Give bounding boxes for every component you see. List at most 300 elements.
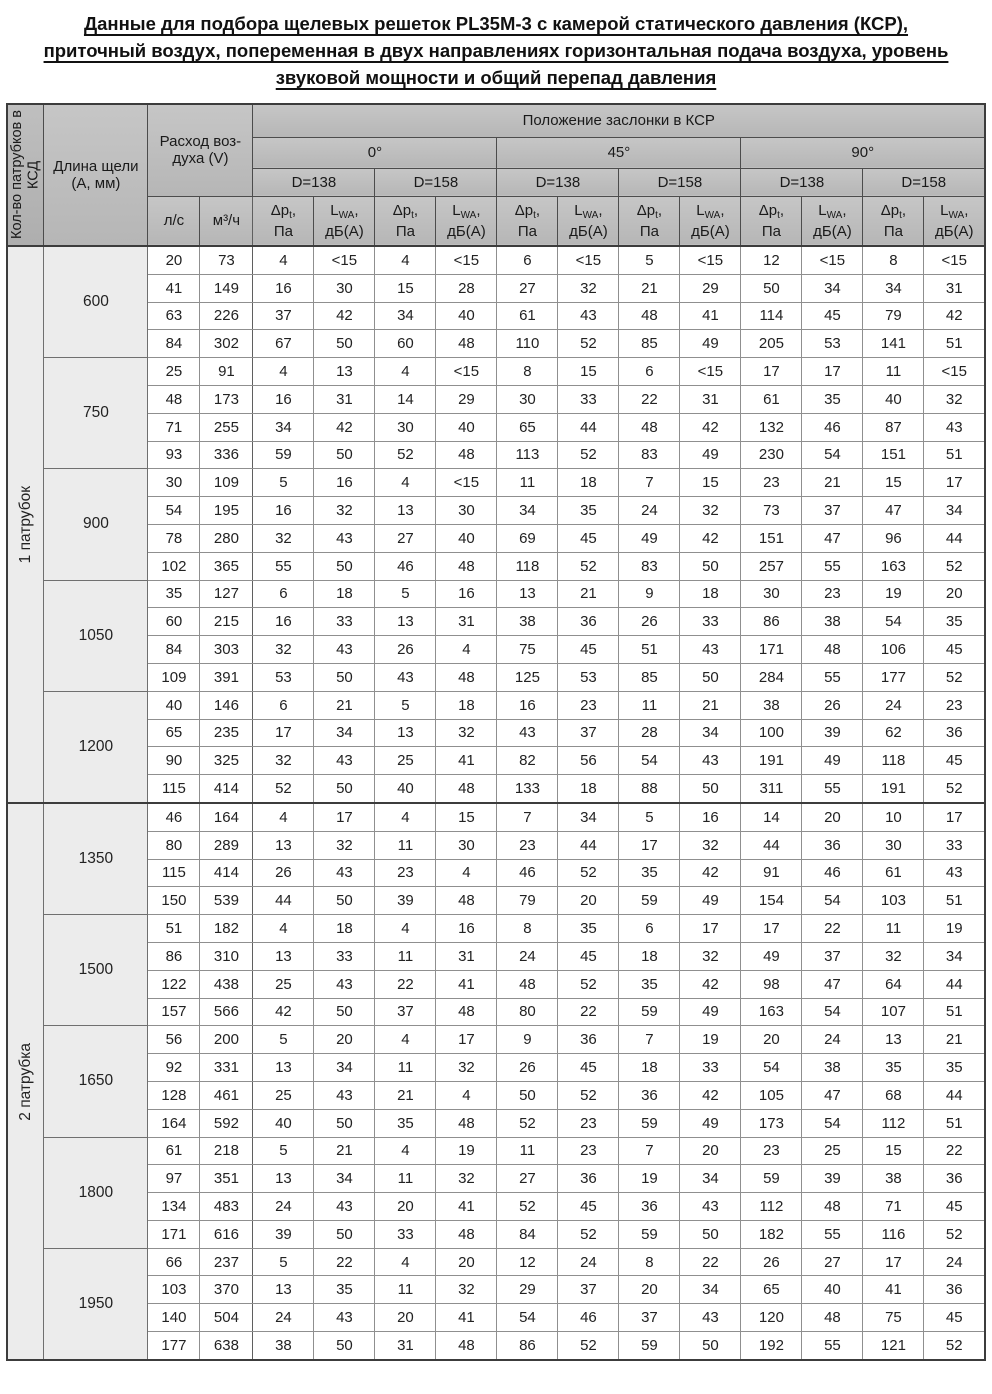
value-cell: 50 bbox=[314, 887, 375, 915]
header-lwa: $L_{WA}$, дБ(А) bbox=[436, 196, 497, 246]
value-cell: 52 bbox=[924, 1332, 985, 1360]
value-cell: 32 bbox=[436, 1165, 497, 1193]
value-cell: 42 bbox=[680, 970, 741, 998]
value-cell: 46 bbox=[558, 1304, 619, 1332]
value-cell: 7 bbox=[619, 1026, 680, 1054]
flow-ls-cell: 157 bbox=[148, 998, 200, 1026]
value-cell: 12 bbox=[497, 1248, 558, 1276]
value-cell: 42 bbox=[680, 413, 741, 441]
value-cell: 18 bbox=[619, 1054, 680, 1082]
value-cell: 86 bbox=[497, 1332, 558, 1360]
value-cell: 35 bbox=[375, 1109, 436, 1137]
value-cell: 11 bbox=[375, 831, 436, 859]
value-cell: 41 bbox=[680, 302, 741, 330]
value-cell: 45 bbox=[558, 524, 619, 552]
value-cell: 47 bbox=[863, 497, 924, 525]
value-cell: 26 bbox=[619, 608, 680, 636]
header-dp: $\Delta p_t$, Па bbox=[863, 196, 924, 246]
value-cell: 5 bbox=[619, 803, 680, 831]
value-cell: 29 bbox=[680, 274, 741, 302]
value-cell: 44 bbox=[558, 831, 619, 859]
slot-length-cell: 900 bbox=[44, 469, 148, 580]
value-cell: 11 bbox=[375, 1165, 436, 1193]
value-cell: 37 bbox=[802, 942, 863, 970]
value-cell: 42 bbox=[680, 524, 741, 552]
value-cell: 53 bbox=[802, 330, 863, 358]
value-cell: 49 bbox=[680, 330, 741, 358]
value-cell: 34 bbox=[253, 413, 314, 441]
value-cell: <15 bbox=[436, 469, 497, 497]
value-cell: 24 bbox=[924, 1248, 985, 1276]
value-cell: 27 bbox=[802, 1248, 863, 1276]
value-cell: 47 bbox=[802, 524, 863, 552]
value-cell: 50 bbox=[680, 552, 741, 580]
value-cell: 113 bbox=[497, 441, 558, 469]
value-cell: 50 bbox=[314, 552, 375, 580]
value-cell: 13 bbox=[375, 497, 436, 525]
value-cell: 284 bbox=[741, 663, 802, 691]
value-cell: 13 bbox=[314, 358, 375, 386]
table-row bbox=[7, 1248, 985, 1276]
value-cell: 49 bbox=[741, 942, 802, 970]
value-cell: 21 bbox=[375, 1081, 436, 1109]
value-cell: 49 bbox=[680, 998, 741, 1026]
value-cell: <15 bbox=[436, 246, 497, 274]
value-cell: 32 bbox=[680, 942, 741, 970]
value-cell: 40 bbox=[253, 1109, 314, 1137]
value-cell: 118 bbox=[863, 747, 924, 775]
value-cell: 50 bbox=[314, 441, 375, 469]
slot-length-cell: 1350 bbox=[44, 803, 148, 915]
value-cell: 103 bbox=[863, 887, 924, 915]
flow-m3h-cell: 592 bbox=[200, 1109, 253, 1137]
value-cell: 16 bbox=[253, 497, 314, 525]
page-title bbox=[14, 10, 978, 91]
value-cell: 13 bbox=[497, 580, 558, 608]
value-cell: 55 bbox=[802, 663, 863, 691]
value-cell: <15 bbox=[680, 358, 741, 386]
value-cell: 38 bbox=[802, 608, 863, 636]
value-cell: 34 bbox=[497, 497, 558, 525]
flow-ls-cell: 177 bbox=[148, 1332, 200, 1360]
value-cell: 36 bbox=[924, 719, 985, 747]
flow-m3h-cell: 164 bbox=[200, 803, 253, 831]
value-cell: 98 bbox=[741, 970, 802, 998]
slot-length-cell: 1650 bbox=[44, 1026, 148, 1137]
value-cell: 48 bbox=[436, 663, 497, 691]
value-cell: 43 bbox=[314, 524, 375, 552]
value-cell: 16 bbox=[436, 580, 497, 608]
value-cell: 59 bbox=[619, 1109, 680, 1137]
value-cell: <15 bbox=[680, 246, 741, 274]
flow-m3h-cell: 226 bbox=[200, 302, 253, 330]
table-row bbox=[7, 580, 985, 608]
value-cell: 22 bbox=[924, 1137, 985, 1165]
flow-ls-cell: 60 bbox=[148, 608, 200, 636]
title-line-1: Данные для подбора щелевых решеток PL35M-3 с камерой статического давления (КСР), bbox=[83, 13, 909, 34]
flow-ls-cell: 30 bbox=[148, 469, 200, 497]
value-cell: 23 bbox=[497, 831, 558, 859]
value-cell: 44 bbox=[924, 1081, 985, 1109]
value-cell: 52 bbox=[558, 1332, 619, 1360]
flow-m3h-cell: 638 bbox=[200, 1332, 253, 1360]
value-cell: 53 bbox=[253, 663, 314, 691]
value-cell: 4 bbox=[375, 246, 436, 274]
value-cell: 36 bbox=[558, 1026, 619, 1054]
value-cell: 68 bbox=[863, 1081, 924, 1109]
value-cell: 24 bbox=[863, 691, 924, 719]
flow-m3h-cell: 336 bbox=[200, 441, 253, 469]
header-lwa: $L_{WA}$, дБ(А) bbox=[314, 196, 375, 246]
value-cell: 44 bbox=[924, 524, 985, 552]
header-flow-unit: м³/ч bbox=[200, 196, 253, 246]
value-cell: 14 bbox=[741, 803, 802, 831]
value-cell: 13 bbox=[253, 1165, 314, 1193]
table-row bbox=[7, 970, 985, 998]
value-cell: 55 bbox=[802, 1220, 863, 1248]
value-cell: 16 bbox=[436, 915, 497, 943]
value-cell: 11 bbox=[375, 942, 436, 970]
value-cell: 39 bbox=[802, 1165, 863, 1193]
value-cell: 49 bbox=[619, 524, 680, 552]
value-cell: 48 bbox=[436, 887, 497, 915]
table-row bbox=[7, 1165, 985, 1193]
value-cell: 41 bbox=[863, 1276, 924, 1304]
flow-m3h-cell: 146 bbox=[200, 691, 253, 719]
value-cell: <15 bbox=[802, 246, 863, 274]
value-cell: 18 bbox=[314, 580, 375, 608]
value-cell: 34 bbox=[314, 1054, 375, 1082]
value-cell: 46 bbox=[497, 859, 558, 887]
value-cell: 16 bbox=[314, 469, 375, 497]
value-cell: 53 bbox=[558, 663, 619, 691]
value-cell: 49 bbox=[802, 747, 863, 775]
value-cell: 38 bbox=[741, 691, 802, 719]
value-cell: <15 bbox=[924, 358, 985, 386]
table-row bbox=[7, 1026, 985, 1054]
value-cell: 32 bbox=[253, 636, 314, 664]
flow-ls-cell: 25 bbox=[148, 358, 200, 386]
value-cell: 40 bbox=[436, 413, 497, 441]
flow-ls-cell: 92 bbox=[148, 1054, 200, 1082]
value-cell: 29 bbox=[436, 385, 497, 413]
value-cell: 43 bbox=[314, 859, 375, 887]
value-cell: 32 bbox=[314, 831, 375, 859]
flow-m3h-cell: 182 bbox=[200, 915, 253, 943]
value-cell: 43 bbox=[497, 719, 558, 747]
value-cell: 85 bbox=[619, 663, 680, 691]
value-cell: 19 bbox=[863, 580, 924, 608]
header-air-flow: Расход воз-духа (V) bbox=[148, 104, 253, 196]
value-cell: 30 bbox=[741, 580, 802, 608]
value-cell: 50 bbox=[680, 663, 741, 691]
table-row bbox=[7, 1054, 985, 1082]
value-cell: 20 bbox=[619, 1276, 680, 1304]
value-cell: 11 bbox=[619, 691, 680, 719]
value-cell: 26 bbox=[497, 1054, 558, 1082]
value-cell: 52 bbox=[558, 1081, 619, 1109]
value-cell: 30 bbox=[375, 413, 436, 441]
value-cell: 21 bbox=[558, 580, 619, 608]
table-row bbox=[7, 1220, 985, 1248]
value-cell: 36 bbox=[802, 831, 863, 859]
flow-ls-cell: 65 bbox=[148, 719, 200, 747]
flow-ls-cell: 20 bbox=[148, 246, 200, 274]
flow-m3h-cell: 149 bbox=[200, 274, 253, 302]
value-cell: 35 bbox=[802, 385, 863, 413]
value-cell: 26 bbox=[375, 636, 436, 664]
value-cell: 32 bbox=[863, 942, 924, 970]
flow-m3h-cell: 414 bbox=[200, 775, 253, 803]
value-cell: 65 bbox=[497, 413, 558, 441]
table-row bbox=[7, 998, 985, 1026]
value-cell: 41 bbox=[436, 1304, 497, 1332]
value-cell: 34 bbox=[680, 1165, 741, 1193]
value-cell: 27 bbox=[497, 1165, 558, 1193]
value-cell: 34 bbox=[924, 942, 985, 970]
value-cell: 48 bbox=[497, 970, 558, 998]
value-cell: 25 bbox=[802, 1137, 863, 1165]
table-row bbox=[7, 1081, 985, 1109]
value-cell: 24 bbox=[253, 1193, 314, 1221]
value-cell: 19 bbox=[619, 1165, 680, 1193]
table-row bbox=[7, 1332, 985, 1360]
value-cell: 46 bbox=[802, 859, 863, 887]
value-cell: 49 bbox=[680, 441, 741, 469]
value-cell: 36 bbox=[558, 608, 619, 636]
slot-length-cell: 1500 bbox=[44, 915, 148, 1026]
value-cell: 13 bbox=[375, 608, 436, 636]
value-cell: 44 bbox=[741, 831, 802, 859]
table-row bbox=[7, 859, 985, 887]
value-cell: 50 bbox=[314, 1332, 375, 1360]
value-cell: 133 bbox=[497, 775, 558, 803]
value-cell: 13 bbox=[863, 1026, 924, 1054]
value-cell: 42 bbox=[924, 302, 985, 330]
value-cell: 27 bbox=[375, 524, 436, 552]
value-cell: 191 bbox=[741, 747, 802, 775]
value-cell: 45 bbox=[558, 942, 619, 970]
value-cell: 33 bbox=[680, 608, 741, 636]
header-diameter: D=158 bbox=[619, 168, 741, 196]
value-cell: 17 bbox=[253, 719, 314, 747]
value-cell: 163 bbox=[741, 998, 802, 1026]
value-cell: 36 bbox=[619, 1081, 680, 1109]
value-cell: 71 bbox=[863, 1193, 924, 1221]
value-cell: 43 bbox=[314, 747, 375, 775]
table-row bbox=[7, 1109, 985, 1137]
table-row bbox=[7, 497, 985, 525]
value-cell: 32 bbox=[924, 385, 985, 413]
header-diameter: D=158 bbox=[863, 168, 985, 196]
value-cell: 96 bbox=[863, 524, 924, 552]
flow-m3h-cell: 566 bbox=[200, 998, 253, 1026]
value-cell: 35 bbox=[924, 608, 985, 636]
value-cell: 33 bbox=[314, 942, 375, 970]
flow-ls-cell: 150 bbox=[148, 887, 200, 915]
flow-m3h-cell: 127 bbox=[200, 580, 253, 608]
value-cell: 205 bbox=[741, 330, 802, 358]
value-cell: 22 bbox=[558, 998, 619, 1026]
header-lwa: $L_{WA}$, дБ(А) bbox=[680, 196, 741, 246]
header-dp: $\Delta p_t$, Па bbox=[253, 196, 314, 246]
flow-m3h-cell: 235 bbox=[200, 719, 253, 747]
value-cell: 110 bbox=[497, 330, 558, 358]
value-cell: 75 bbox=[497, 636, 558, 664]
value-cell: 311 bbox=[741, 775, 802, 803]
value-cell: 50 bbox=[314, 775, 375, 803]
value-cell: 15 bbox=[863, 1137, 924, 1165]
value-cell: 24 bbox=[802, 1026, 863, 1054]
value-cell: 34 bbox=[924, 497, 985, 525]
value-cell: 48 bbox=[802, 1193, 863, 1221]
value-cell: 6 bbox=[253, 580, 314, 608]
value-cell: 15 bbox=[863, 469, 924, 497]
value-cell: 4 bbox=[253, 246, 314, 274]
table-row bbox=[7, 691, 985, 719]
value-cell: 23 bbox=[741, 469, 802, 497]
value-cell: 30 bbox=[863, 831, 924, 859]
value-cell: 33 bbox=[314, 608, 375, 636]
value-cell: 28 bbox=[436, 274, 497, 302]
value-cell: 85 bbox=[619, 330, 680, 358]
value-cell: 116 bbox=[863, 1220, 924, 1248]
table-row bbox=[7, 1276, 985, 1304]
flow-ls-cell: 71 bbox=[148, 413, 200, 441]
flow-ls-cell: 80 bbox=[148, 831, 200, 859]
value-cell: 35 bbox=[619, 970, 680, 998]
value-cell: 32 bbox=[680, 497, 741, 525]
value-cell: 46 bbox=[375, 552, 436, 580]
value-cell: 52 bbox=[375, 441, 436, 469]
value-cell: 67 bbox=[253, 330, 314, 358]
value-cell: 13 bbox=[253, 831, 314, 859]
value-cell: 5 bbox=[253, 469, 314, 497]
value-cell: 36 bbox=[924, 1276, 985, 1304]
value-cell: 52 bbox=[924, 775, 985, 803]
value-cell: 29 bbox=[497, 1276, 558, 1304]
header-dp: $\Delta p_t$, Па bbox=[741, 196, 802, 246]
flow-ls-cell: 41 bbox=[148, 274, 200, 302]
table-header bbox=[7, 104, 985, 246]
value-cell: 45 bbox=[924, 747, 985, 775]
value-cell: 106 bbox=[863, 636, 924, 664]
value-cell: 52 bbox=[558, 859, 619, 887]
value-cell: 41 bbox=[436, 747, 497, 775]
value-cell: 163 bbox=[863, 552, 924, 580]
value-cell: 36 bbox=[619, 1193, 680, 1221]
header-dp: $\Delta p_t$, Па bbox=[375, 196, 436, 246]
table-row bbox=[7, 915, 985, 943]
value-cell: 37 bbox=[619, 1304, 680, 1332]
value-cell: 40 bbox=[375, 775, 436, 803]
value-cell: 45 bbox=[558, 636, 619, 664]
flow-m3h-cell: 109 bbox=[200, 469, 253, 497]
value-cell: 43 bbox=[314, 1081, 375, 1109]
header-lwa: $L_{WA}$, дБ(А) bbox=[924, 196, 985, 246]
flow-ls-cell: 93 bbox=[148, 441, 200, 469]
value-cell: 37 bbox=[802, 497, 863, 525]
flow-m3h-cell: 215 bbox=[200, 608, 253, 636]
value-cell: 34 bbox=[314, 1165, 375, 1193]
value-cell: 61 bbox=[863, 859, 924, 887]
value-cell: 43 bbox=[314, 970, 375, 998]
value-cell: 47 bbox=[802, 970, 863, 998]
value-cell: 20 bbox=[741, 1026, 802, 1054]
slot-length-cell: 1950 bbox=[44, 1248, 148, 1360]
value-cell: 34 bbox=[802, 274, 863, 302]
value-cell: 48 bbox=[619, 413, 680, 441]
value-cell: 87 bbox=[863, 413, 924, 441]
value-cell: 34 bbox=[314, 719, 375, 747]
value-cell: 52 bbox=[924, 552, 985, 580]
value-cell: 4 bbox=[436, 859, 497, 887]
value-cell: 17 bbox=[802, 358, 863, 386]
flow-m3h-cell: 325 bbox=[200, 747, 253, 775]
value-cell: 5 bbox=[375, 691, 436, 719]
flow-m3h-cell: 280 bbox=[200, 524, 253, 552]
flow-ls-cell: 128 bbox=[148, 1081, 200, 1109]
value-cell: 45 bbox=[924, 1304, 985, 1332]
flow-m3h-cell: 351 bbox=[200, 1165, 253, 1193]
flow-m3h-cell: 200 bbox=[200, 1026, 253, 1054]
value-cell: 15 bbox=[558, 358, 619, 386]
value-cell: 25 bbox=[253, 1081, 314, 1109]
value-cell: 37 bbox=[558, 719, 619, 747]
value-cell: 45 bbox=[558, 1193, 619, 1221]
value-cell: 37 bbox=[253, 302, 314, 330]
table-row bbox=[7, 719, 985, 747]
flow-m3h-cell: 414 bbox=[200, 859, 253, 887]
flow-m3h-cell: 461 bbox=[200, 1081, 253, 1109]
flow-ls-cell: 171 bbox=[148, 1220, 200, 1248]
flow-ls-cell: 54 bbox=[148, 497, 200, 525]
header-diameter: D=158 bbox=[375, 168, 497, 196]
header-pipes-count: Кол-во патрубков в КСД bbox=[7, 104, 44, 246]
table-row bbox=[7, 1193, 985, 1221]
value-cell: 50 bbox=[680, 775, 741, 803]
value-cell: 22 bbox=[314, 1248, 375, 1276]
value-cell: 49 bbox=[680, 887, 741, 915]
flow-ls-cell: 109 bbox=[148, 663, 200, 691]
value-cell: 50 bbox=[314, 663, 375, 691]
table-row bbox=[7, 747, 985, 775]
value-cell: 59 bbox=[619, 998, 680, 1026]
value-cell: 48 bbox=[436, 1332, 497, 1360]
header-diameter: D=138 bbox=[741, 168, 863, 196]
slot-length-cell: 750 bbox=[44, 358, 148, 469]
value-cell: 25 bbox=[375, 747, 436, 775]
flow-m3h-cell: 303 bbox=[200, 636, 253, 664]
value-cell: 25 bbox=[253, 970, 314, 998]
header-flow-unit: л/с bbox=[148, 196, 200, 246]
value-cell: 11 bbox=[497, 1137, 558, 1165]
value-cell: 35 bbox=[558, 915, 619, 943]
value-cell: 52 bbox=[924, 1220, 985, 1248]
value-cell: 151 bbox=[863, 441, 924, 469]
value-cell: 48 bbox=[802, 1304, 863, 1332]
table-row bbox=[7, 803, 985, 831]
value-cell: 50 bbox=[680, 1220, 741, 1248]
value-cell: 21 bbox=[924, 1026, 985, 1054]
value-cell: 20 bbox=[802, 803, 863, 831]
value-cell: 154 bbox=[741, 887, 802, 915]
value-cell: 54 bbox=[741, 1054, 802, 1082]
value-cell: 8 bbox=[497, 358, 558, 386]
header-diameter: D=138 bbox=[253, 168, 375, 196]
header-angle-1: 45° bbox=[497, 137, 741, 168]
value-cell: 35 bbox=[314, 1276, 375, 1304]
